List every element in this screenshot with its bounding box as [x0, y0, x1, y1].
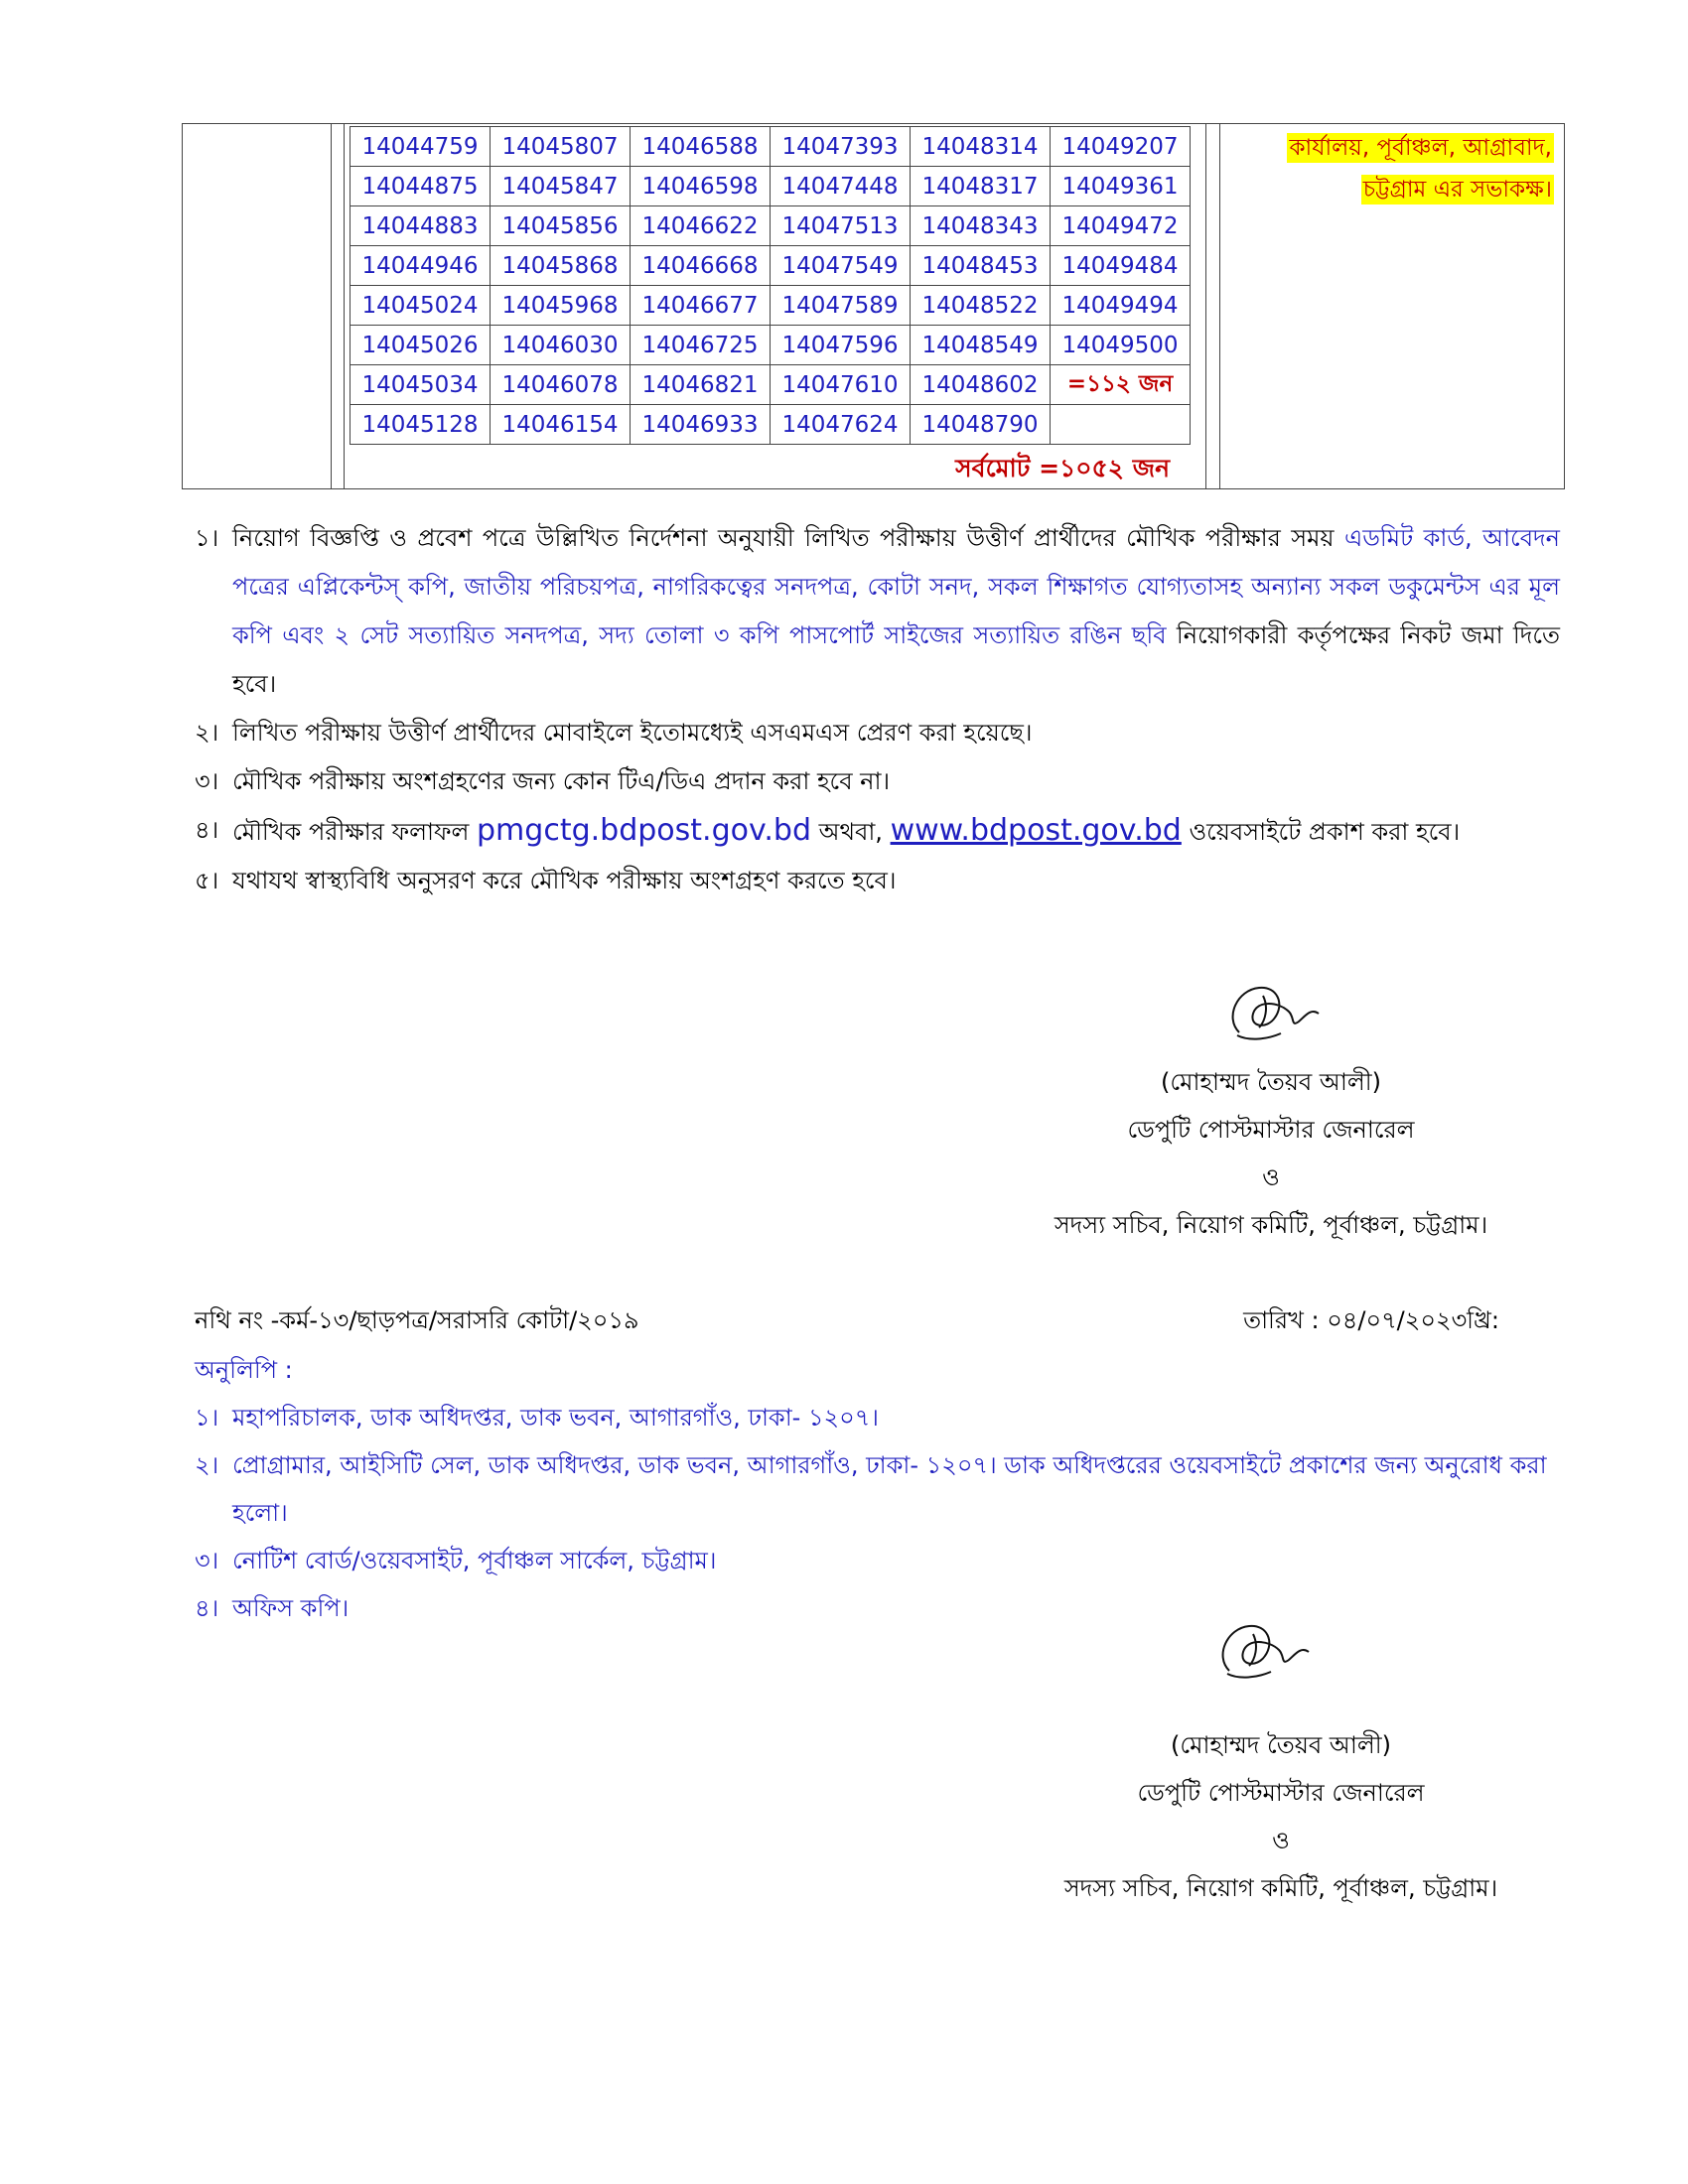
- roll-number-cell: 14045807: [491, 127, 631, 167]
- roll-number-cell: 14046154: [491, 405, 631, 445]
- roll-number-grid: [350, 126, 1191, 445]
- copy-label: অনুলিপি :: [195, 1356, 293, 1384]
- roll-number-cell: 14045128: [351, 405, 491, 445]
- table-divider: [331, 124, 332, 488]
- table-divider: [1219, 124, 1220, 488]
- roll-number-cell: 14045968: [491, 286, 631, 326]
- grand-total: [350, 449, 1190, 488]
- signature-icon: [1209, 1616, 1319, 1691]
- table-row: [351, 365, 1191, 405]
- roll-number-cell: 14044875: [351, 167, 491, 206]
- table-row: [351, 286, 1191, 326]
- table-divider: [344, 124, 345, 488]
- table-row: [351, 405, 1191, 445]
- roll-number-cell: 14048790: [911, 405, 1051, 445]
- roll-number-cell: 14049484: [1051, 246, 1191, 286]
- roll-number-cell: =১১২ জন: [1051, 365, 1191, 405]
- required-documents: এডমিট কার্ড, আবেদন পত্রের এপ্লিকেন্টস্ কপি, জাতীয় পরিচয়পত্র, নাগরিকত্বের সনদপত্র, কোটা সনদ, সকল শিক্ষাগত যোগ্যতাসহ অন্যান্য সকল ডকুমেন্টস এর মূল কপি এবং ২ সেট সত্যায়িত সনদপত্র, সদ্য তোলা ৩ কপি পাসপোর্ট সাইজের সত্যায়িত রঙিন ছবি: [232, 524, 1560, 649]
- roll-number-cell: 14044759: [351, 127, 491, 167]
- exam-venue: [1221, 127, 1554, 210]
- table-row: [351, 127, 1191, 167]
- instruction-item: ১। নিয়োগ বিজ্ঞপ্তি ও প্রবেশ পত্রে উল্লিখিত নির্দেশনা অনুযায়ী লিখিত পরীক্ষায় উত্তীর্ণ প্রার্থীদের মৌখিক পরীক্ষার সময় এডমিট কার্ড, আবেদন পত্রের এপ্লিকেন্টস্ কপি, জাতীয় পরিচয়পত্র, নাগরিকত্বের সনদপত্র, কোটা সনদ, সকল শিক্ষাগত যোগ্যতাসহ অন্যান্য সকল ডকুমেন্টস এর মূল কপি এবং ২ সেট সত্যায়িত সনদপত্র, সদ্য তোলা ৩ কপি পাসপোর্ট সাইজের সত্যায়িত রঙিন ছবি নিয়োগকারী কর্তৃপক্ষের নিকট জমা দিতে হবে।: [195, 524, 1560, 698]
- pmgctg-link[interactable]: pmgctg.bdpost.gov.bd: [477, 813, 812, 848]
- issue-date: তারিখ : ০৪/০৭/২০২৩খ্রি:: [1243, 1306, 1499, 1334]
- roll-number-cell: 14044883: [351, 206, 491, 246]
- roll-number-cell: 14049494: [1051, 286, 1191, 326]
- instruction-item: ৩। মৌখিক পরীক্ষায় অংশগ্রহণের জন্য কোন টিএ/ডিএ প্রদান করা হবে না।: [195, 767, 891, 795]
- grand-total-text: সর্বমোট =১০৫২ জন: [955, 454, 1170, 482]
- roll-number-cell: 14048317: [911, 167, 1051, 206]
- roll-number-cell: 14049361: [1051, 167, 1191, 206]
- roll-number-cell: 14047596: [771, 326, 911, 365]
- copy-item: ২। প্রোগ্রামার, আইসিটি সেল, ডাক অধিদপ্তর, ডাক ভবন, আগারগাঁও, ঢাকা- ১২০৭। ডাক অধিদপ্তরের ওয়েবসাইটে প্রকাশের জন্য অনুরোধ করা হলো।: [195, 1451, 1547, 1527]
- table-row: [351, 206, 1191, 246]
- roll-number-cell: 14046622: [631, 206, 771, 246]
- signatory-name: (মোহাম্মদ তৈয়ব আলী): [1161, 1068, 1381, 1096]
- copy-item: ১। মহাপরিচালক, ডাক অধিদপ্তর, ডাক ভবন, আগারগাঁও, ঢাকা- ১২০৭।: [195, 1404, 879, 1432]
- file-reference: নথি নং -কর্ম-১৩/ছাড়পত্র/সরাসরি কোটা/২০১৯: [195, 1306, 639, 1334]
- roll-number-cell: 14047549: [771, 246, 911, 286]
- table-row: [351, 246, 1191, 286]
- roll-number-cell: 14045026: [351, 326, 491, 365]
- roll-number-cell: 14046030: [491, 326, 631, 365]
- roll-number-cell: 14048549: [911, 326, 1051, 365]
- signature-block: (মোহাম্মদ তৈয়ব আলী) ডেপুটি পোস্টমাস্টার জেনারেল ও সদস্য সচিব, নিয়োগ কমিটি, পূর্বাঞ্চল, চট্টগ্রাম।: [993, 1058, 1549, 1249]
- instruction-item: ৪। মৌখিক পরীক্ষার ফলাফল pmgctg.bdpost.gov.bd অথবা, www.bdpost.gov.bd ওয়েবসাইটে প্রকাশ করা হবে।: [195, 813, 1461, 848]
- venue-line-1: কার্যালয়, পূর্বাঞ্চল, আগ্রাবাদ,: [1289, 135, 1552, 161]
- roll-number-cell: 14045868: [491, 246, 631, 286]
- roll-number-cell: 14046933: [631, 405, 771, 445]
- roll-number-cell: 14046588: [631, 127, 771, 167]
- instructions-list: [195, 514, 1560, 905]
- roll-number-cell: 14045024: [351, 286, 491, 326]
- venue-line-2: চট্টগ্রাম এর সভাকক্ষ।: [1362, 177, 1552, 203]
- roll-number-cell: 14048453: [911, 246, 1051, 286]
- signatory-role: সদস্য সচিব, নিয়োগ কমিটি, পূর্বাঞ্চল, চট্টগ্রাম।: [1054, 1211, 1488, 1239]
- signatory-designation: ডেপুটি পোস্টমাস্টার জেনারেল: [1137, 1779, 1425, 1807]
- table-row: [351, 167, 1191, 206]
- signature-icon: [1219, 978, 1329, 1052]
- roll-number-cell: 14049472: [1051, 206, 1191, 246]
- roll-number-cell: 14044946: [351, 246, 491, 286]
- instruction-item: ২। লিখিত পরীক্ষায় উত্তীর্ণ প্রার্থীদের মোবাইলে ইতোমধ্যেই এসএমএস প্রেরণ করা হয়েছে।: [195, 719, 1033, 747]
- roll-number-cell: 14048343: [911, 206, 1051, 246]
- roll-number-cell: 14047448: [771, 167, 911, 206]
- copy-item: ৪। অফিস কপি।: [195, 1594, 350, 1622]
- signatory-designation: ডেপুটি পোস্টমাস্টার জেনারেল: [1127, 1116, 1415, 1144]
- roll-number-cell: [1051, 405, 1191, 445]
- signatory-name: (মোহাম্মদ তৈয়ব আলী): [1171, 1731, 1391, 1759]
- signatory-role: সদস্য সচিব, নিয়োগ কমিটি, পূর্বাঞ্চল, চট্টগ্রাম।: [1063, 1874, 1498, 1902]
- roll-number-cell: 14048602: [911, 365, 1051, 405]
- roll-number-cell: 14046668: [631, 246, 771, 286]
- roll-number-cell: 14049500: [1051, 326, 1191, 365]
- roll-number-cell: 14047624: [771, 405, 911, 445]
- roll-number-cell: 14047589: [771, 286, 911, 326]
- roll-number-cell: 14045856: [491, 206, 631, 246]
- roll-number-cell: 14048314: [911, 127, 1051, 167]
- roll-number-cell: 14048522: [911, 286, 1051, 326]
- roll-number-cell: 14049207: [1051, 127, 1191, 167]
- table-row: [351, 326, 1191, 365]
- roll-number-cell: 14047393: [771, 127, 911, 167]
- roll-number-cell: 14046821: [631, 365, 771, 405]
- roll-number-cell: 14046078: [491, 365, 631, 405]
- roll-number-cell: 14045847: [491, 167, 631, 206]
- copies-list: [195, 1394, 1560, 1632]
- instruction-item: ৫। যথাযথ স্বাস্থ্যবিধি অনুসরণ করে মৌখিক পরীক্ষায় অংশগ্রহণ করতে হবে।: [195, 867, 897, 894]
- roll-number-cell: 14046598: [631, 167, 771, 206]
- table-divider: [1205, 124, 1206, 488]
- roll-number-cell: 14047513: [771, 206, 911, 246]
- signature-block: (মোহাম্মদ তৈয়ব আলী) ডেপুটি পোস্টমাস্টার জেনারেল ও সদস্য সচিব, নিয়োগ কমিটি, পূর্বাঞ্চল, চট্টগ্রাম।: [1003, 1721, 1559, 1912]
- roll-number-cell: 14047610: [771, 365, 911, 405]
- bdpost-link[interactable]: www.bdpost.gov.bd: [890, 813, 1182, 848]
- roll-number-cell: 14046677: [631, 286, 771, 326]
- copy-item: ৩। নোটিশ বোর্ড/ওয়েবসাইট, পূর্বাঞ্চল সার্কেল, চট্টগ্রাম।: [195, 1547, 717, 1574]
- roll-number-cell: 14046725: [631, 326, 771, 365]
- roll-number-cell: 14045034: [351, 365, 491, 405]
